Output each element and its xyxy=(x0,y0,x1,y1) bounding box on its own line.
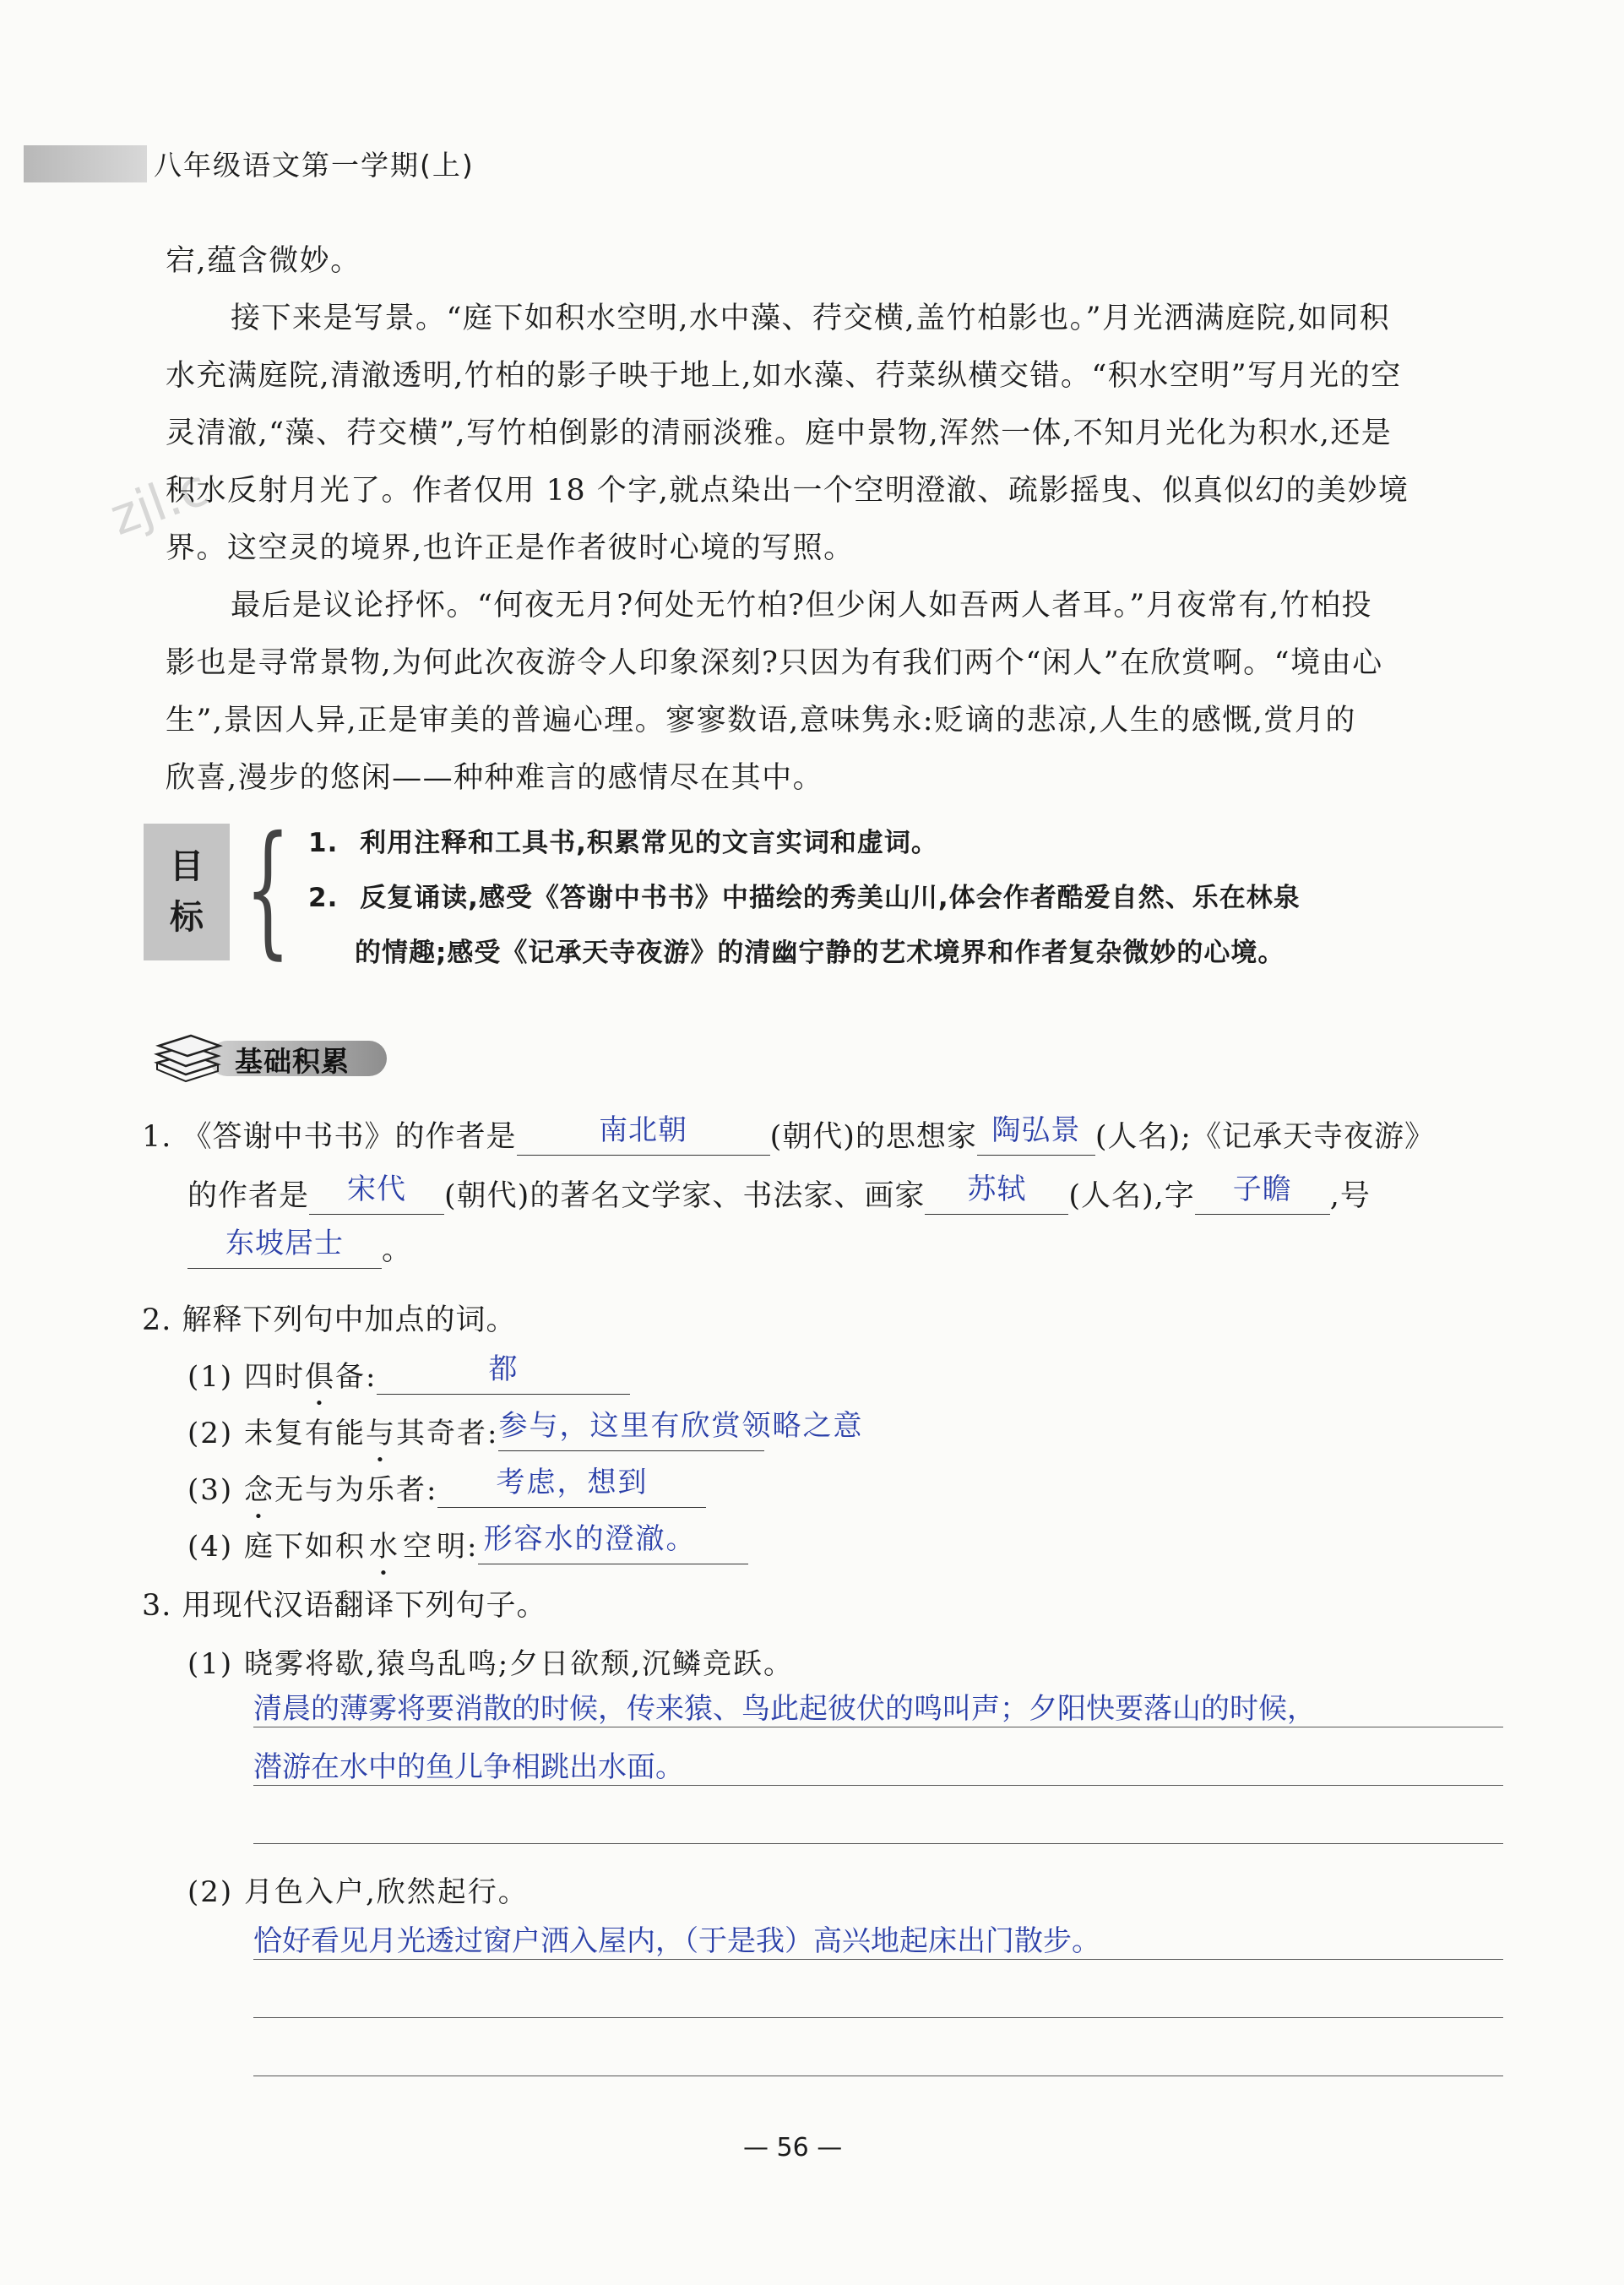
passage-line: 最后是议论抒怀。“何夜无月?何处无竹柏?但少闲人如吾两人者耳。”月夜常有,竹柏投 xyxy=(231,589,1372,623)
item-number: (3) xyxy=(187,1473,234,1507)
answer-text: 苏轼 xyxy=(967,1172,1027,1206)
page-number: — 56 — xyxy=(743,2133,843,2163)
header-title: 八年级语文第一学期(上) xyxy=(154,149,475,182)
question-3-title xyxy=(142,1582,547,1624)
passage-line: 灵清澈,“藻、荇交横”,写竹柏倒影的清丽淡雅。庭中景物,浑然一体,不知月光化为积水,还是 xyxy=(166,416,1393,450)
answer-blank[interactable] xyxy=(377,1352,630,1395)
item-text: 无与为乐者: xyxy=(274,1473,438,1507)
item-text: 明: xyxy=(436,1530,479,1564)
answer-text: 形容水的澄澈。 xyxy=(483,1522,697,1556)
header-bar xyxy=(24,145,147,182)
goal-item-2 xyxy=(308,876,1301,914)
question-text: 用现代汉语翻译下列句子。 xyxy=(182,1589,547,1623)
q2-item-1 xyxy=(187,1353,630,1395)
item-number: (1) xyxy=(187,1360,234,1394)
goal-item-num: 2. xyxy=(308,883,339,913)
q3-sentence-2 xyxy=(187,1869,529,1910)
goal-item-text: 利用注释和工具书,积累常见的文言实词和虚词。 xyxy=(360,828,938,858)
item-number: (1) xyxy=(187,1647,234,1681)
goal-item-num: 1. xyxy=(308,828,339,858)
goal-item-text: 反复诵读,感受《答谢中书书》中描绘的秀美山川,体会作者酷爱自然、乐在林泉 xyxy=(360,883,1301,913)
question-text: (朝代)的思想家 xyxy=(769,1120,977,1154)
passage-line: 水充满庭院,清澈透明,竹柏的影子映于地上,如水藻、荇菜纵横交错。“积水空明”写月光的空 xyxy=(166,359,1402,393)
goal-item-2-cont: 的情趣;感受《记承天寺夜游》的清幽宁静的艺术境界和作者复杂微妙的心境。 xyxy=(355,938,1285,968)
watermark: zjl.c xyxy=(102,458,216,547)
answer-text: 宋代 xyxy=(347,1172,407,1206)
question-2-title xyxy=(142,1297,517,1339)
answer-blank[interactable] xyxy=(437,1466,706,1508)
item-text: 未复有能 xyxy=(243,1417,366,1450)
answer-rule[interactable] xyxy=(253,1843,1503,1844)
answer-text: 东坡居士 xyxy=(225,1227,344,1260)
answer-text: 子瞻 xyxy=(1232,1172,1292,1206)
question-text: 解释下列句中加点的词。 xyxy=(182,1303,517,1337)
item-text: 庭下如 xyxy=(243,1530,335,1564)
answer-rule[interactable] xyxy=(253,1959,1503,1960)
passage-line: 接下来是写景。“庭下如积水空明,水中藻、荇交横,盖竹柏影也。”月光洒满庭院,如同积 xyxy=(231,302,1391,335)
answer-text: 参与，这里有欣赏领略之意 xyxy=(498,1409,864,1443)
answer-blank[interactable] xyxy=(187,1227,382,1269)
goal-label-1: 目 xyxy=(170,847,204,886)
question-text: 的作者是 xyxy=(187,1179,310,1213)
question-text: (人名);《记承天寺夜游》 xyxy=(1094,1120,1435,1154)
question-1-line-3 xyxy=(187,1227,412,1269)
item-text: 四时 xyxy=(243,1360,305,1394)
answer-text: 陶弘景 xyxy=(991,1113,1081,1147)
passage-line: 宕,蕴含微妙。 xyxy=(166,244,361,278)
passage xyxy=(166,232,1517,807)
question-number: 2. xyxy=(142,1303,172,1337)
goal-label-box xyxy=(144,824,230,960)
passage-line: 界。这空灵的境界,也许正是作者彼时心境的写照。 xyxy=(166,531,855,565)
item-number: (2) xyxy=(187,1875,234,1909)
brace-icon: { xyxy=(245,806,291,973)
answer-line: 清晨的薄雾将要消散的时候，传来猿、鸟此起彼伏的鸣叫声；夕阳快要落山的时候， xyxy=(253,1692,1316,1726)
q2-item-3 xyxy=(187,1466,706,1508)
item-text: 月色入户,欣然起行。 xyxy=(243,1875,529,1909)
item-number: (2) xyxy=(187,1417,234,1450)
question-text: 《答谢中书书》的作者是 xyxy=(182,1120,517,1154)
answer-blank[interactable] xyxy=(517,1113,770,1156)
passage-line: 欣喜,漫步的悠闲——种种难言的感情尽在其中。 xyxy=(166,761,824,795)
item-number: (4) xyxy=(187,1530,234,1564)
answer-text: 考虑，想到 xyxy=(496,1466,649,1499)
question-text: (朝代)的著名文学家、书法家、画家 xyxy=(444,1179,926,1213)
answer-line: 恰好看见月光透过窗户洒入屋内，（于是我）高兴地起床出门散步。 xyxy=(253,1924,1100,1958)
answer-line: 潜游在水中的鱼儿争相跳出水面。 xyxy=(253,1750,684,1784)
q2-item-2 xyxy=(187,1409,864,1451)
dotted-word: 念 xyxy=(243,1473,274,1507)
answer-blank[interactable] xyxy=(1195,1172,1330,1215)
question-text: (人名),字 xyxy=(1068,1179,1195,1213)
goal-label-2: 标 xyxy=(170,898,204,937)
passage-line: 生”,景因人异,正是审美的普遍心理。寥寥数语,意味隽永:贬谪的悲凉,人生的感慨,赏月的 xyxy=(166,704,1356,737)
answer-rule[interactable] xyxy=(253,1785,1503,1786)
dotted-word: 与 xyxy=(365,1417,396,1450)
answer-rule[interactable] xyxy=(253,2017,1503,2018)
answer-blank[interactable] xyxy=(478,1522,748,1564)
item-text: 其奇者: xyxy=(395,1417,499,1450)
item-text: 晓雾将歇,猿鸟乱鸣;夕日欲颓,沉鳞竞跃。 xyxy=(243,1647,795,1681)
question-1-line-1 xyxy=(142,1113,1435,1156)
dotted-word: 积水空 xyxy=(334,1530,437,1564)
question-text: 。 xyxy=(382,1233,413,1267)
item-text: 备: xyxy=(334,1360,377,1394)
passage-line: 积水反射月光了。作者仅用 18 个字,就点染出一个空明澄澈、疏影摇曳、似真似幻的美妙境 xyxy=(166,474,1409,508)
q3-sentence-1 xyxy=(187,1640,794,1682)
q2-item-4 xyxy=(187,1523,748,1564)
answer-blank[interactable] xyxy=(498,1409,864,1451)
answer-blank[interactable] xyxy=(977,1113,1095,1156)
question-text: ,号 xyxy=(1329,1179,1371,1213)
goal-item-1 xyxy=(308,821,938,859)
answer-text: 都 xyxy=(488,1352,519,1386)
answer-text: 南北朝 xyxy=(599,1113,688,1147)
dotted-word: 俱 xyxy=(304,1360,335,1394)
question-number: 3. xyxy=(142,1589,172,1623)
question-1-line-2 xyxy=(187,1172,1371,1215)
section-title: 基础积累 xyxy=(235,1045,350,1078)
answer-blank[interactable] xyxy=(309,1172,444,1215)
question-number: 1. xyxy=(142,1120,172,1154)
passage-line: 影也是寻常景物,为何此次夜游令人印象深刻?只因为有我们两个“闲人”在欣赏啊。“境由心 xyxy=(166,646,1383,680)
answer-blank[interactable] xyxy=(925,1172,1068,1215)
